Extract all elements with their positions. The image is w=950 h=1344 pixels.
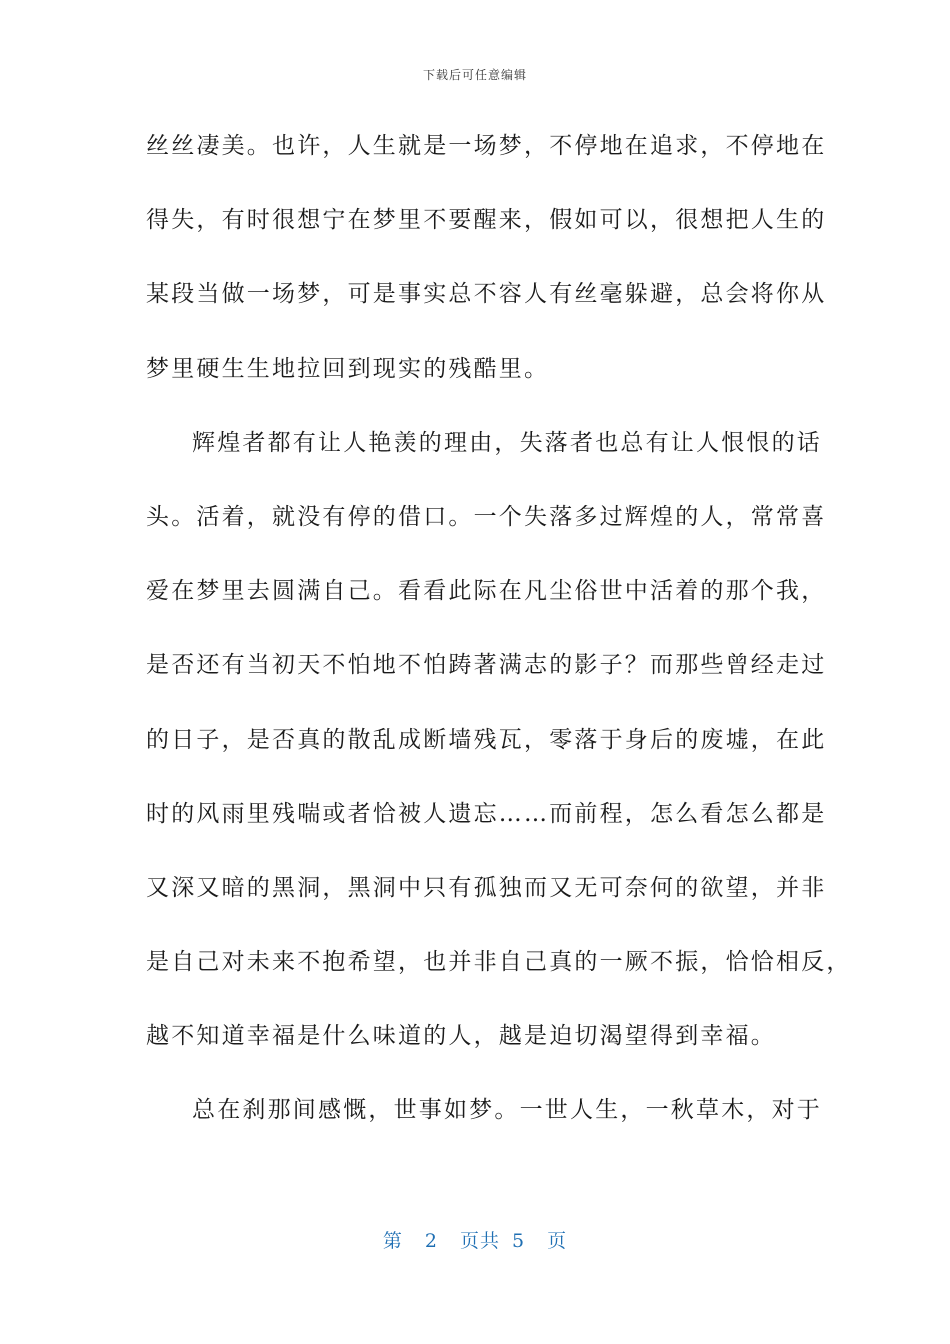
text-line: 又深又暗的黑洞，黑洞中只有孤独而又无可奈何的欲望，并非 (146, 874, 827, 901)
document-body (146, 120, 852, 1159)
text-line: 某段当做一场梦，可是事实总不容人有丝毫躲避，总会将你从 (146, 281, 827, 308)
text-line: 爱在梦里去圆满自己。看看此际在凡尘俗世中活着的那个我， (146, 578, 827, 605)
text-line: 辉煌者都有让人艳羡的理由，失落者也总有让人恨恨的话 (192, 429, 822, 456)
text-line: 头。活着，就没有停的借口。一个失落多过辉煌的人，常常喜 (146, 503, 827, 530)
header-note: 下载后可任意编辑 (422, 68, 527, 82)
page-label-suffix: 页 (547, 1230, 568, 1252)
page-number: 2 (424, 1230, 438, 1252)
text-line: 得失，有时很想宁在梦里不要醒来，假如可以，很想把人生的 (146, 207, 827, 234)
text-line: 是自己对未来不抱希望，也并非自己真的一厥不振，恰恰相反， (146, 949, 852, 976)
text-line: 时的风雨里残喘或者恰被人遗忘……而前程，怎么看怎么都是 (146, 800, 827, 827)
page-footer (0, 1226, 950, 1253)
page-label-prefix: 第 (382, 1230, 403, 1252)
text-line: 梦里硬生生地拉回到现实的残酷里。 (146, 355, 550, 382)
text-line: 丝丝凄美。也许，人生就是一场梦，不停地在追求，不停地在 (146, 133, 827, 159)
text-line: 越不知道幸福是什么味道的人，越是迫切渴望得到幸福。 (146, 1023, 776, 1050)
text-line: 是否还有当初天不怕地不怕踌著满志的影子？而那些曾经走过 (146, 652, 827, 679)
text-line: 的日子，是否真的散乱成断墙残瓦，零落于身后的废墟，在此 (146, 726, 827, 753)
page-total: 5 (512, 1230, 526, 1252)
text-line: 总在刹那间感慨，世事如梦。一世人生，一秋草木，对于 (192, 1097, 822, 1124)
page-label-middle: 页共 (459, 1230, 500, 1252)
